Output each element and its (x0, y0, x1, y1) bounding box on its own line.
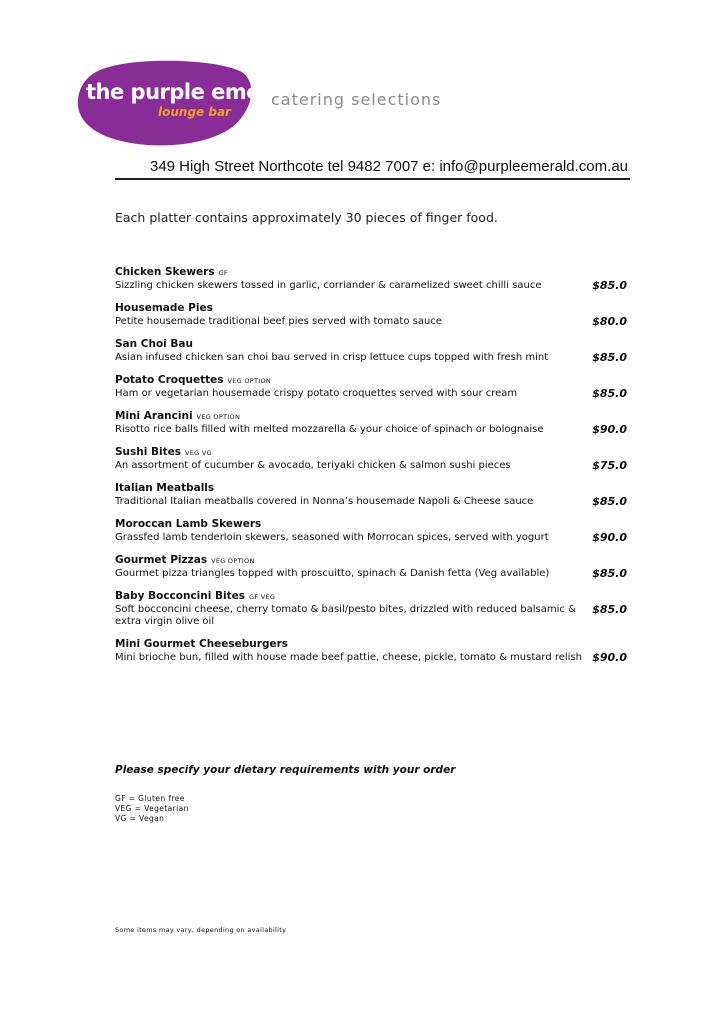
menu-item (115, 409, 627, 436)
item-dietary-tag: VEG OPTION (196, 413, 241, 421)
item-description: Soft bocconcini cheese, cherry tomato & basil/pesto bites, drizzled with reduced balsamic & extra virgin olive oil (115, 604, 576, 627)
item-price: $90.0 (592, 423, 627, 436)
item-description: Petite housemade traditional beef pies served with tomato sauce (115, 316, 442, 327)
menu-item (115, 553, 627, 580)
contact-address: 349 High Street Northcote tel 9482 7007 e: info@purpleemerald.com.au (149, 158, 628, 175)
item-price: $80.0 (592, 315, 627, 328)
item-description: Asian infused chicken san choi bau served in crisp lettuce cups topped with fresh mint (115, 352, 549, 363)
item-name: Italian Meatballs (115, 482, 215, 494)
item-description: Grassfed lamb tenderloin skewers, seasoned with Morrocan spices, served with yogurt (115, 532, 549, 543)
item-dietary-tag: VEG VG (185, 449, 212, 457)
header-divider (115, 178, 630, 180)
item-price: $85.0 (592, 279, 627, 292)
item-price: $85.0 (592, 351, 627, 364)
item-price: $90.0 (592, 651, 627, 664)
item-dietary-tag: GF (218, 269, 228, 277)
availability-footnote: Some items may vary, depending on availability (115, 926, 287, 934)
menu-item (115, 337, 627, 364)
tagline: catering selections (271, 90, 442, 109)
item-name: San Choi Bau (115, 338, 193, 350)
item-description: An assortment of cucumber & avocado, teriyaki chicken & salmon sushi pieces (115, 460, 511, 471)
item-name: Sushi Bites (115, 446, 182, 458)
item-description: Sizzling chicken skewers tossed in garlic, corriander & caramelized sweet chilli sauce (115, 280, 542, 291)
menu-item (115, 265, 627, 292)
item-price: $85.0 (592, 603, 627, 616)
menu-list (115, 265, 627, 673)
legend-item: VG = Vegan (115, 814, 165, 823)
item-name: Moroccan Lamb Skewers (115, 518, 262, 530)
item-price: $85.0 (592, 387, 627, 400)
item-name: Chicken Skewers (115, 266, 215, 278)
legend-item: VEG = Vegetarian (115, 804, 189, 813)
logo-main-text: the purple emerald (86, 80, 305, 104)
item-description: Ham or vegetarian housemade crispy potato croquettes served with sour cream (115, 388, 518, 399)
item-name: Baby Bocconcini Bites (115, 590, 246, 602)
item-dietary-tag: GF VEG (249, 593, 276, 601)
item-price: $90.0 (592, 531, 627, 544)
brand-logo (76, 58, 305, 148)
menu-item (115, 445, 627, 472)
logo-sub-text: lounge bar (158, 105, 231, 119)
item-price: $85.0 (592, 495, 627, 508)
item-name: Mini Arancini (115, 410, 193, 422)
item-price: $85.0 (592, 567, 627, 580)
item-dietary-tag: VEG OPTION (211, 557, 255, 565)
dietary-requirements-note: Please specify your dietary requirements with your order (115, 764, 456, 776)
menu-item (115, 589, 627, 628)
dietary-legend (115, 794, 189, 824)
item-description: Risotto rice balls filled with melted mozzarella & your choice of spinach or bolognaise (115, 424, 544, 435)
menu-item (115, 301, 627, 328)
item-price: $75.0 (592, 459, 627, 472)
intro-text: Each platter contains approximately 30 pieces of finger food. (115, 210, 498, 225)
item-name: Mini Gourmet Cheeseburgers (115, 638, 289, 650)
menu-item (115, 373, 627, 400)
item-name: Potato Croquettes (115, 374, 224, 386)
item-name: Gourmet Pizzas (115, 554, 208, 566)
menu-item (115, 637, 627, 664)
item-dietary-tag: VEG OPTION (227, 377, 272, 385)
item-description: Gourmet pizza triangles topped with proscuitto, spinach & Danish fetta (Veg available) (115, 568, 550, 579)
menu-item (115, 517, 627, 544)
menu-item (115, 481, 627, 508)
item-description: Traditional Italian meatballs covered in Nonna’s housemade Napoli & Cheese sauce (115, 496, 534, 507)
legend-item: GF = Gluten free (115, 794, 185, 803)
item-name: Housemade Pies (115, 302, 213, 314)
item-description: Mini brioche bun, filled with house made beef pattie, cheese, pickle, tomato & mustard relish (115, 652, 582, 663)
